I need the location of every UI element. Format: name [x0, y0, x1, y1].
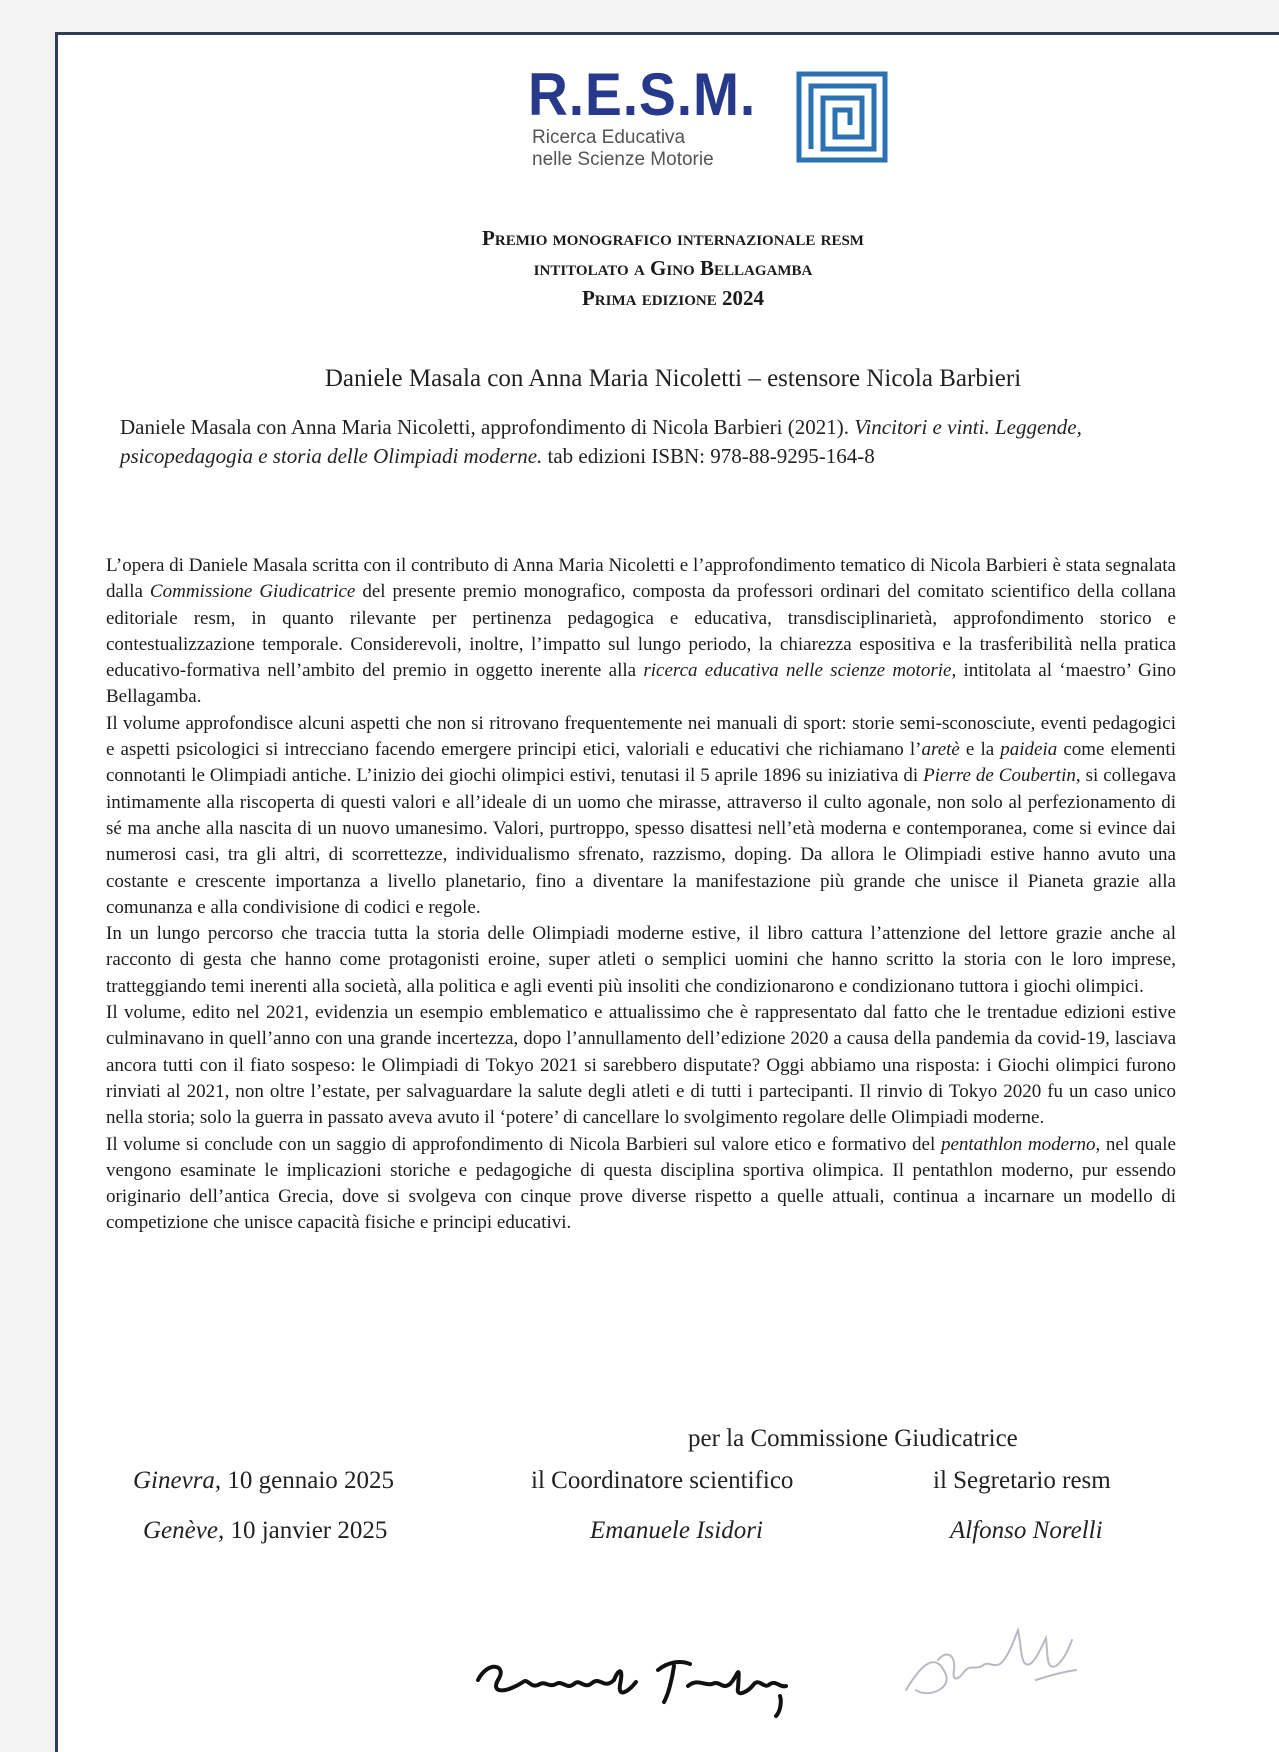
coordinator-role: il Coordinatore scientifico [531, 1467, 794, 1494]
paragraph-4: Il volume, edito nel 2021, evidenzia un esempio emblematico e attualissimo che è rappresentato dal fatto che le trentadue edizioni estive culminavano in quell’anno con una grande incertezza, dopo l’annullamento dell’edizione 2020 a causa della pandemia da covid-19, lasciava ancora tutti con il fiato sospeso: le Olimpiadi di Tokyo 2021 si sarebbero disputate? Oggi abbiamo una risposta: i Giochi olimpici furono rinviati al 2021, non oltre l’estate, per salvaguardare la salute degli atleti e di tutti i partecipanti. Il rinvio di Tokyo 2020 fu un caso unico nella storia; solo la guerra in passato aveva avuto il ‘potere’ di cancellare lo svolgimento regolare delle Olimpiadi moderne. [106, 1002, 1176, 1129]
coordinator-name [590, 1517, 763, 1545]
citation-suffix: tab edizioni ISBN: 978-88-9295-164-8 [542, 444, 875, 468]
text-run: e la [959, 739, 1001, 761]
date-french-value: 10 janvier 2025 [224, 1517, 388, 1544]
coordinator-name-text: Emanuele Isidori [590, 1517, 763, 1544]
secretary-name [950, 1517, 1103, 1545]
heading-line-2: intitolato a Gino Bellagamba [533, 256, 813, 280]
signature-norelli [896, 1620, 1086, 1710]
text-run: come elementi connotanti le Olimpiadi antiche. L’inizio dei giochi olimpici estivi, tenutasi il 5 aprile 1896 su iniziativa di [106, 739, 1176, 787]
text-run: Il volume approfondisce alcuni aspetti che non si ritrovano frequentemente nei manuali di sport: storie semi-sconosciute, eventi pedagogici e aspetti psicologici si intrecciano facendo emergere principi etici, valoriali e educativi che richiamano l’ [106, 712, 1176, 761]
text-run: del presente premio monografico, composta da professori ordinari del comitato scientifico della collana editoriale resm, in quanto rilevante per pertinenza pedagogica e educativa, transdisciplinarietà, approfondimento storico e contestualizzazione temporale. Considerevoli, inoltre, l’impatto sul lungo periodo, la chiarezza espositiva e la trasferibilità nella pratica educativo-formativa nell’ambito del premio in oggetto inerente alla [106, 581, 1176, 682]
text-run: , si collegava intimamente alla riscoperta di questi valori e all’ideale di un uomo che mirasse, attraverso il culto agonale, non solo al perfezionamento di sé ma anche alla nascita di un nuovo umanesimo. Valori, purtroppo, spesso disattesi nell’età moderna e contemporanea, come si evince dai numerosi casi, tra gli altri, di scorrettezze, individualismo sfrenato, razzismo, doping. Da allora le Olimpiadi estive hanno avuto una costante e crescente importanza a livello planetario, fino a diventare la manifestazione più grande che unisce il Pianeta grazie alla comunanza e alla condivisione di codici e regole. [106, 765, 1176, 918]
text-run: , intitolata al ‘maestro’ Gino Bellagamba. [106, 660, 1176, 708]
paragraph-3: In un lungo percorso che traccia tutta la storia delle Olimpiadi moderne estive, il libro cattura l’attenzione del lettore grazie anche al racconto di gesta che hanno come protagonisti eroine, super atleti o semplici uomini che hanno scritto la storia con le loro imprese, tratteggiando temi inerenti alla società, alla politica e agli eventi più insoliti che condizionarono e condizionano tuttora i giochi olimpici. [106, 923, 1176, 997]
body-text [106, 553, 1176, 1237]
date-italian-value: 10 gennaio 2025 [221, 1467, 395, 1494]
document-page [55, 32, 1279, 1752]
book-citation [120, 413, 1160, 471]
authors-line: Daniele Masala con Anna Maria Nicoletti – estensore Nicola Barbieri [324, 365, 1022, 392]
commission-label: per la Commissione Giudicatrice [688, 1425, 1018, 1452]
date-italian [133, 1467, 394, 1495]
secretary-name-text: Alfonso Norelli [950, 1517, 1103, 1544]
place-french: Genève, [143, 1517, 225, 1544]
secretary-role: il Segretario resm [933, 1467, 1111, 1494]
paragraph-5 [106, 1132, 1176, 1237]
citation-prefix: Daniele Masala con Anna Maria Nicoletti, approfondimento di Nicola Barbieri (2021). [120, 415, 855, 439]
text-run: Il volume si conclude con un saggio di approfondimento di Nicola Barbieri sul valore etico e formativo del [106, 1133, 941, 1155]
text-run-italic: pentathlon moderno [940, 1133, 1096, 1155]
text-run-italic: Commissione Giudicatrice [149, 581, 356, 603]
citation-title: Vincitori e vinti. Leggende, psicopedagogia e storia delle Olimpiadi moderne. [120, 415, 1082, 468]
text-run-italic: Pierre de Coubertin [923, 765, 1076, 787]
text-run-italic: aretè [921, 739, 960, 761]
award-heading [58, 223, 1279, 313]
heading-line-3: Prima edizione 2024 [581, 286, 764, 310]
place-italian: Ginevra, [133, 1467, 222, 1494]
logo-subtitle-1: Ricerca Educativa [532, 127, 686, 148]
text-run: , nel quale vengono esaminate le implicazioni storiche e pedagogiche di questa disciplina sportiva olimpica. Il pentathlon moderno, pur essendo originario dell’antica Grecia, dove si svolgeva con cinque prove diverse rispetto a quelle attuali, continua a incarnare un modello di competizione che unisce capacità fisiche e principi educativi. [106, 1133, 1176, 1234]
paragraph-1 [106, 553, 1176, 711]
logo-title: R.E.S.M. [528, 61, 757, 128]
text-run-italic: ricerca educativa nelle scienze motorie [643, 660, 952, 682]
paragraph-2 [106, 711, 1176, 921]
text-run: L’opera di Daniele Masala scritta con il contributo di Anna Maria Nicoletti e l’approfondimento tematico di Nicola Barbieri è stata segnalata dalla [106, 555, 1176, 603]
resm-logo [528, 63, 888, 171]
heading-line-1: Premio monografico internazionale resm [482, 226, 864, 250]
date-french [143, 1517, 387, 1545]
text-run-italic: paideia [1000, 739, 1058, 761]
logo-subtitle-2: nelle Scienze Motorie [532, 149, 714, 170]
signature-isidori [468, 1640, 798, 1720]
spiral-square-icon [796, 71, 888, 168]
